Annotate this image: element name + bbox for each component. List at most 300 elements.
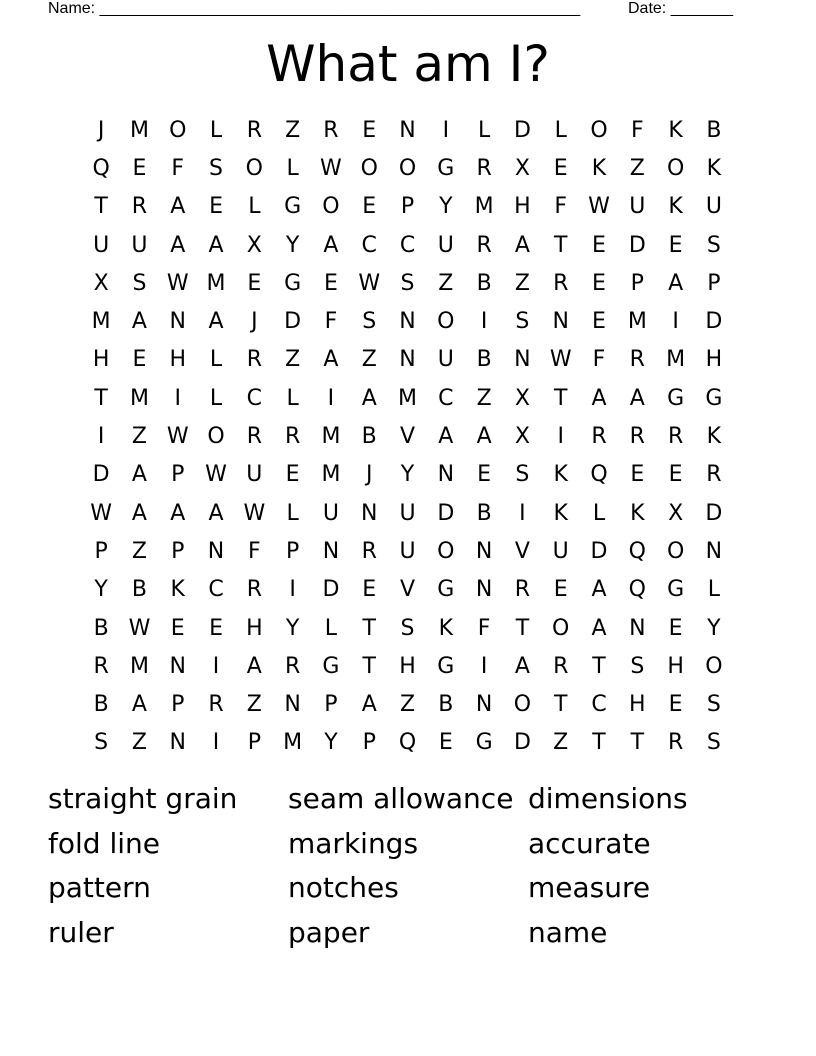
grid-letter: X — [514, 155, 530, 181]
grid-letter: A — [170, 194, 186, 220]
grid-letter: K — [591, 155, 607, 181]
word-list-item: seam allowance — [288, 782, 514, 815]
grid-letter: O — [513, 692, 532, 718]
grid-letter: N — [169, 653, 186, 679]
grid-letter: E — [630, 462, 645, 488]
grid-letter: N — [552, 309, 569, 335]
grid-letter: U — [552, 538, 569, 564]
grid-letter: Q — [628, 577, 646, 603]
grid-letter: J — [97, 117, 105, 143]
grid-letter: A — [131, 309, 147, 335]
grid-letter: N — [475, 538, 493, 564]
grid-letter: I — [212, 730, 220, 756]
grid-letter: Z — [131, 730, 147, 756]
grid-letter: A — [208, 309, 224, 335]
grid-letter: T — [553, 692, 568, 718]
header — [48, 0, 748, 20]
grid-letter: X — [246, 232, 262, 258]
grid-letter: S — [515, 462, 530, 488]
grid-letter: L — [209, 347, 223, 373]
grid-letter: I — [480, 309, 488, 335]
grid-letter: K — [706, 424, 722, 450]
grid-letter: Y — [285, 232, 300, 258]
grid-letter: N — [475, 692, 493, 718]
grid-letter: A — [170, 232, 186, 258]
grid-letter: A — [208, 232, 224, 258]
grid-letter: M — [398, 385, 418, 411]
grid-letter: E — [438, 730, 453, 756]
word-list-item: fold line — [48, 826, 160, 860]
grid-letter: L — [324, 615, 338, 641]
grid-letter: L — [286, 155, 299, 181]
grid-letter: O — [666, 538, 685, 564]
grid-letter: L — [248, 194, 261, 220]
grid-letter: Z — [361, 347, 377, 373]
grid-letter: L — [286, 500, 299, 526]
grid-letter: G — [437, 155, 455, 181]
grid-letter: N — [169, 309, 186, 335]
grid-letter: P — [707, 270, 721, 296]
grid-letter: Y — [400, 462, 415, 488]
grid-letter: U — [93, 232, 110, 258]
grid-letter: M — [283, 730, 303, 756]
grid-letter: S — [362, 309, 377, 335]
grid-letter: N — [169, 730, 186, 756]
grid-letter: W — [588, 194, 610, 220]
grid-letter: T — [94, 385, 108, 411]
grid-letter: G — [437, 653, 455, 679]
grid-letter: M — [206, 270, 226, 296]
grid-letter: X — [93, 270, 109, 296]
grid-letter: Q — [590, 462, 608, 488]
grid-letter: E — [209, 194, 223, 220]
grid-letter: N — [629, 615, 646, 641]
grid-letter: D — [628, 232, 646, 258]
grid-letter: B — [476, 270, 492, 296]
grid-letter: I — [212, 653, 220, 679]
grid-letter: E — [668, 615, 683, 641]
grid-letter: K — [706, 155, 722, 181]
grid-letter: R — [667, 424, 684, 450]
grid-letter: S — [706, 730, 721, 756]
word-list-item: dimensions — [528, 782, 688, 815]
word-list-item: pattern — [48, 871, 151, 905]
grid-letter: U — [399, 538, 416, 564]
grid-letter: O — [322, 194, 340, 220]
grid-letter: Z — [285, 347, 301, 373]
grid-letter: O — [552, 615, 570, 641]
grid-letter: R — [553, 270, 569, 296]
grid-letter: R — [246, 577, 262, 603]
grid-letter: B — [706, 117, 722, 143]
grid-letter: A — [591, 385, 607, 411]
grid-letter: T — [362, 653, 376, 679]
grid-letter: R — [284, 653, 301, 679]
grid-letter: V — [514, 538, 530, 564]
grid-letter: X — [514, 385, 530, 411]
grid-letter: F — [171, 155, 185, 181]
grid-letter: A — [591, 577, 607, 603]
grid-letter: U — [629, 194, 646, 220]
grid-letter: M — [91, 309, 111, 335]
grid-letter: A — [668, 270, 684, 296]
grid-letter: K — [668, 117, 683, 143]
grid-letter: N — [399, 347, 416, 373]
grid-letter: E — [209, 615, 223, 641]
grid-letter: W — [90, 500, 113, 526]
word-list-item: name — [528, 916, 608, 950]
grid-letter: R — [361, 538, 377, 564]
grid-letter: C — [399, 232, 416, 258]
grid-letter: N — [475, 577, 493, 603]
grid-letter: I — [327, 385, 335, 411]
grid-letter: O — [437, 538, 455, 564]
grid-letter: E — [668, 692, 683, 718]
grid-letter: T — [630, 730, 645, 756]
grid-letter: L — [286, 385, 299, 411]
grid-letter: B — [93, 615, 109, 641]
grid-letter: D — [322, 577, 340, 603]
grid-letter: H — [92, 347, 110, 373]
grid-letter: O — [360, 155, 378, 181]
grid-letter: V — [399, 424, 416, 450]
grid-letter: H — [246, 615, 263, 641]
grid-letter: O — [169, 117, 187, 143]
grid-letter: A — [361, 385, 377, 411]
grid-letter: F — [592, 347, 606, 373]
grid-letter: O — [590, 117, 608, 143]
grid-letter: D — [590, 538, 608, 564]
grid-letter: Y — [439, 194, 453, 220]
grid-letter: U — [437, 347, 454, 373]
grid-letter: Y — [324, 730, 338, 756]
grid-letter: O — [705, 653, 723, 679]
grid-letter: L — [707, 577, 721, 603]
grid-letter: R — [476, 155, 492, 181]
grid-letter: E — [170, 615, 185, 641]
grid-letter: T — [592, 653, 606, 679]
grid-letter: F — [324, 309, 338, 335]
grid-letter: W — [243, 500, 266, 526]
letter-grid — [82, 111, 733, 762]
grid-letter: M — [627, 309, 647, 335]
grid-letter: C — [361, 232, 377, 258]
grid-letter: F — [477, 615, 491, 641]
grid-letter: A — [131, 462, 147, 488]
grid-letter: M — [129, 653, 149, 679]
grid-letter: R — [476, 232, 492, 258]
grid-letter: D — [437, 500, 455, 526]
grid-letter: W — [358, 270, 381, 296]
grid-letter: W — [320, 155, 342, 181]
grid-letter: A — [131, 692, 147, 718]
grid-letter: W — [166, 270, 189, 296]
grid-letter: B — [476, 347, 492, 373]
grid-letter: B — [438, 692, 454, 718]
grid-letter: I — [519, 500, 526, 526]
word-list-item: notches — [288, 871, 399, 905]
grid-letter: S — [515, 309, 530, 335]
grid-letter: Z — [438, 270, 454, 296]
grid-letter: N — [399, 309, 416, 335]
grid-letter: A — [629, 385, 645, 411]
grid-letter: E — [323, 270, 338, 296]
grid-letter: P — [630, 270, 644, 296]
grid-letter: B — [93, 692, 109, 718]
grid-letter: A — [131, 500, 147, 526]
grid-letter: J — [251, 309, 258, 335]
grid-letter: E — [592, 232, 606, 258]
grid-letter: F — [248, 538, 261, 564]
grid-letter: O — [207, 424, 225, 450]
grid-letter: D — [92, 462, 110, 488]
grid-letter: S — [630, 653, 645, 679]
grid-letter: S — [209, 155, 224, 181]
grid-letter: P — [171, 462, 185, 488]
grid-letter: E — [132, 347, 147, 373]
grid-letter: M — [474, 194, 494, 220]
grid-letter: A — [438, 424, 454, 450]
grid-letter: X — [668, 500, 684, 526]
grid-letter: R — [246, 347, 262, 373]
grid-letter: E — [362, 194, 377, 220]
grid-letter: J — [365, 462, 373, 488]
grid-letter: R — [284, 424, 301, 450]
grid-letter: X — [514, 424, 530, 450]
grid-letter: A — [246, 653, 262, 679]
grid-letter: O — [666, 155, 685, 181]
grid-letter: K — [668, 194, 683, 220]
grid-letter: M — [129, 117, 149, 143]
grid-letter: H — [629, 692, 646, 718]
grid-letter: Y — [94, 577, 108, 603]
grid-letter: K — [630, 500, 645, 526]
grid-letter: A — [514, 232, 530, 258]
grid-letter: G — [705, 385, 723, 411]
grid-letter: M — [129, 385, 149, 411]
grid-letter: A — [323, 347, 339, 373]
grid-letter: A — [323, 232, 339, 258]
grid-letter: S — [132, 270, 147, 296]
grid-letter: U — [322, 500, 339, 526]
grid-letter: T — [553, 232, 568, 258]
grid-letter: L — [554, 117, 567, 143]
grid-letter: T — [592, 730, 606, 756]
grid-letter: W — [549, 347, 572, 373]
grid-letter: N — [360, 500, 378, 526]
grid-letter: G — [322, 653, 340, 679]
word-list-item: straight grain — [48, 782, 238, 815]
grid-letter: Z — [246, 692, 262, 718]
grid-letter: A — [514, 653, 530, 679]
grid-letter: T — [94, 194, 108, 220]
grid-letter: R — [629, 347, 645, 373]
grid-letter: P — [94, 538, 108, 564]
grid-letter: E — [132, 155, 147, 181]
grid-letter: H — [169, 347, 187, 373]
grid-letter: S — [400, 270, 415, 296]
grid-letter: Z — [131, 424, 147, 450]
grid-letter: N — [207, 538, 225, 564]
grid-letter: C — [208, 577, 224, 603]
grid-letter: P — [247, 730, 261, 756]
grid-letter: H — [705, 347, 723, 373]
grid-letter: P — [171, 692, 185, 718]
grid-letter: B — [131, 577, 147, 603]
grid-letter: L — [209, 117, 223, 143]
grid-letter: C — [438, 385, 454, 411]
grid-letter: R — [553, 653, 569, 679]
grid-letter: S — [94, 730, 109, 756]
grid-letter: A — [591, 615, 607, 641]
grid-letter: Q — [92, 155, 110, 181]
grid-letter: Z — [476, 385, 492, 411]
grid-letter: L — [477, 117, 491, 143]
word-list-item: accurate — [528, 826, 651, 860]
grid-letter: T — [553, 385, 568, 411]
grid-letter: I — [289, 577, 296, 603]
grid-letter: N — [437, 462, 455, 488]
word-list-item: markings — [288, 826, 419, 860]
date-line: Date: _______ — [628, 0, 733, 17]
grid-letter: D — [513, 730, 531, 756]
grid-letter: Z — [514, 270, 530, 296]
grid-letter: N — [514, 347, 531, 373]
grid-letter: E — [362, 577, 377, 603]
grid-letter: C — [246, 385, 263, 411]
grid-letter: W — [166, 424, 189, 450]
grid-letter: E — [668, 232, 683, 258]
name-line: Name: ______________________________________________________ — [48, 0, 581, 17]
grid-letter: E — [553, 155, 568, 181]
grid-letter: M — [321, 424, 341, 450]
word-list-item: measure — [528, 871, 651, 905]
grid-letter: E — [592, 309, 606, 335]
grid-letter: K — [170, 577, 185, 603]
grid-letter: F — [630, 117, 644, 143]
grid-letter: Z — [285, 117, 301, 143]
grid-letter: N — [322, 538, 340, 564]
grid-letter: R — [667, 730, 684, 756]
word-list — [48, 779, 768, 958]
grid-letter: R — [246, 424, 262, 450]
grid-letter: S — [400, 615, 415, 641]
grid-letter: A — [208, 500, 224, 526]
grid-letter: N — [705, 538, 723, 564]
grid-letter: G — [475, 730, 493, 756]
grid-letter: Q — [398, 730, 417, 756]
grid-letter: P — [171, 538, 185, 564]
grid-letter: Z — [399, 692, 416, 718]
grid-letter: G — [284, 194, 302, 220]
grid-letter: R — [93, 653, 109, 679]
grid-letter: A — [476, 424, 492, 450]
grid-letter: Z — [629, 155, 645, 181]
grid-letter: E — [285, 462, 300, 488]
grid-letter: I — [442, 117, 450, 143]
grid-letter: Z — [553, 730, 569, 756]
grid-letter: I — [557, 424, 564, 450]
grid-letter: E — [668, 462, 683, 488]
grid-letter: P — [324, 692, 338, 718]
grid-letter: U — [246, 462, 263, 488]
grid-letter: R — [591, 424, 607, 450]
grid-letter: U — [705, 194, 722, 220]
grid-letter: D — [513, 117, 531, 143]
grid-letter: U — [399, 500, 416, 526]
grid-letter: L — [592, 500, 606, 526]
grid-letter: L — [209, 385, 223, 411]
grid-letter: A — [361, 692, 377, 718]
grid-letter: R — [323, 117, 339, 143]
grid-letter: B — [361, 424, 377, 450]
grid-letter: G — [667, 577, 685, 603]
grid-letter: U — [437, 232, 454, 258]
grid-letter: R — [629, 424, 645, 450]
grid-letter: G — [284, 270, 302, 296]
grid-letter: N — [284, 692, 301, 718]
grid-letter: G — [667, 385, 685, 411]
grid-letter: G — [437, 577, 455, 603]
grid-letter: P — [285, 538, 300, 564]
grid-letter: E — [247, 270, 262, 296]
grid-letter: H — [667, 653, 684, 679]
grid-letter: E — [553, 577, 568, 603]
grid-letter: Q — [628, 538, 646, 564]
grid-letter: N — [399, 117, 416, 143]
grid-letter: I — [480, 653, 488, 679]
grid-letter: O — [245, 155, 263, 181]
word-list-item: ruler — [48, 916, 114, 950]
grid-letter: M — [666, 347, 686, 373]
grid-letter: R — [706, 462, 722, 488]
grid-letter: H — [399, 653, 416, 679]
grid-letter: A — [170, 500, 186, 526]
grid-letter: Y — [707, 615, 721, 641]
grid-letter: D — [705, 309, 723, 335]
grid-letter: Z — [131, 538, 147, 564]
grid-letter: D — [705, 500, 723, 526]
grid-letter: K — [553, 462, 568, 488]
grid-letter: P — [400, 194, 415, 220]
grid-letter: T — [362, 615, 376, 641]
grid-letter: I — [97, 424, 105, 450]
grid-letter: K — [438, 615, 454, 641]
grid-letter: R — [246, 117, 262, 143]
grid-letter: F — [554, 194, 568, 220]
grid-letter: Y — [285, 615, 300, 641]
grid-letter: V — [399, 577, 416, 603]
grid-letter: O — [437, 309, 455, 335]
grid-letter: W — [128, 615, 151, 641]
grid-letter: R — [514, 577, 531, 603]
grid-letter: C — [591, 692, 607, 718]
grid-letter: I — [174, 385, 181, 411]
grid-letter: S — [706, 232, 721, 258]
grid-letter: O — [398, 155, 417, 181]
grid-letter: R — [208, 692, 224, 718]
grid-letter: P — [362, 730, 376, 756]
grid-letter: I — [672, 309, 679, 335]
grid-letter: E — [592, 270, 606, 296]
grid-letter: H — [514, 194, 531, 220]
grid-letter: K — [553, 500, 568, 526]
grid-letter: E — [477, 462, 492, 488]
grid-letter: R — [131, 194, 148, 220]
page-title: What am I? — [266, 35, 550, 93]
grid-letter: M — [321, 462, 341, 488]
grid-letter: U — [131, 232, 148, 258]
